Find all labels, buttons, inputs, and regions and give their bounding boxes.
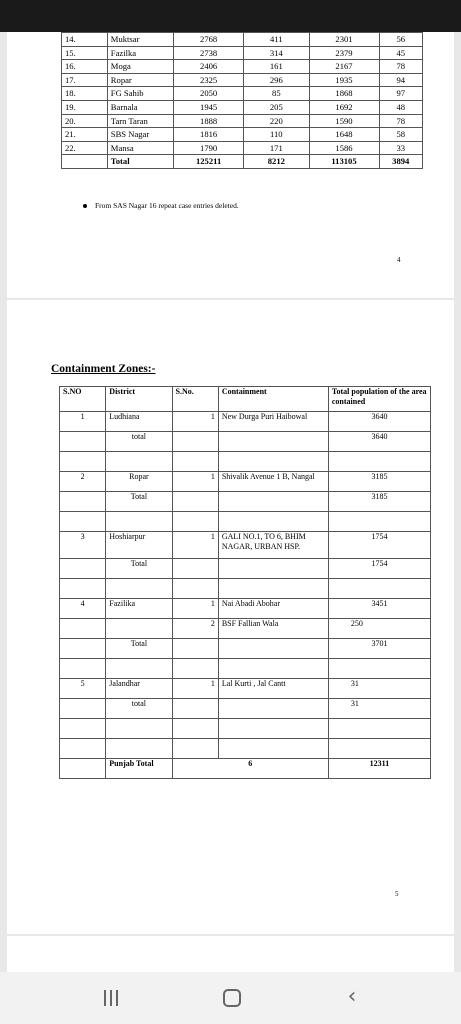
- table-cell: Total: [107, 155, 173, 169]
- table-row: [62, 60, 423, 74]
- table-cell: 3: [60, 532, 106, 559]
- table-cell: Ludhiana: [106, 412, 172, 432]
- table-cell: 2406: [174, 60, 244, 74]
- table-cell: 58: [379, 128, 422, 142]
- table-cell: Mansa: [107, 141, 173, 155]
- navigation-bar: [0, 972, 461, 1024]
- table-cell: 2738: [174, 46, 244, 60]
- table-cell: [172, 432, 218, 452]
- table-cell: 3185: [328, 492, 430, 512]
- table-cell: [172, 452, 218, 472]
- table-cell: 78: [379, 114, 422, 128]
- table-cell: 48: [379, 100, 422, 114]
- table-cell: 250: [328, 619, 430, 639]
- table-cell: 3640: [328, 432, 430, 452]
- table-cell: [218, 639, 328, 659]
- table-cell: 1648: [309, 128, 379, 142]
- table-cell: [172, 559, 218, 579]
- footnote: From SAS Nagar 16 repeat case entries deleted.: [83, 201, 239, 210]
- table-row: [60, 739, 431, 759]
- table-cell: 113105: [309, 155, 379, 169]
- table-cell: 3701: [328, 639, 430, 659]
- table-cell: [60, 719, 106, 739]
- table-cell: [106, 739, 172, 759]
- table-cell: Punjab Total: [106, 759, 172, 779]
- table-cell: 220: [244, 114, 309, 128]
- table-cell: [328, 659, 430, 679]
- table-cell: 296: [244, 73, 309, 87]
- table-cell: BSF Fallian Wala: [218, 619, 328, 639]
- table-cell: 2: [172, 619, 218, 639]
- table-cell: 1: [172, 412, 218, 432]
- table-cell: 17.: [62, 73, 108, 87]
- column-header: S.No.: [172, 387, 218, 412]
- table-cell: [172, 699, 218, 719]
- table-row: [60, 719, 431, 739]
- table-cell: 2167: [309, 60, 379, 74]
- table-cell: [60, 619, 106, 639]
- table-cell: [60, 759, 106, 779]
- table-cell: 19.: [62, 100, 108, 114]
- table-cell: 1945: [174, 100, 244, 114]
- table-cell: 31: [328, 699, 430, 719]
- table-row: [62, 128, 423, 142]
- table-cell: 1754: [328, 559, 430, 579]
- table-cell: SBS Nagar: [107, 128, 173, 142]
- table-cell: [60, 699, 106, 719]
- table-cell: Moga: [107, 60, 173, 74]
- table-row: [60, 492, 431, 512]
- table-cell: [172, 492, 218, 512]
- table-cell: 56: [379, 33, 422, 47]
- column-header: S.NO: [60, 387, 106, 412]
- table-row: [60, 659, 431, 679]
- table-cell: Ropar: [106, 472, 172, 492]
- table-cell: Shivalik Avenue 1 B, Nangal: [218, 472, 328, 492]
- back-icon[interactable]: ‹: [347, 984, 357, 1009]
- table-row: [60, 559, 431, 579]
- table-cell: Total: [106, 559, 172, 579]
- table-cell: 1: [172, 472, 218, 492]
- table-cell: [172, 579, 218, 599]
- table-row: [60, 532, 431, 559]
- table-cell: [106, 452, 172, 472]
- table-row: [62, 100, 423, 114]
- containment-zones-table: [59, 386, 431, 779]
- column-header: Total population of the area contained: [328, 387, 430, 412]
- table-cell: 110: [244, 128, 309, 142]
- table-cell: Lal Kurti , Jal Cantt: [218, 679, 328, 699]
- table-cell: [172, 512, 218, 532]
- table-cell: [218, 719, 328, 739]
- table-cell: 2050: [174, 87, 244, 101]
- table-cell: [60, 579, 106, 599]
- table-cell: 31: [328, 679, 430, 699]
- table-row: [62, 87, 423, 101]
- table-cell: Muktsar: [107, 33, 173, 47]
- table-cell: [218, 699, 328, 719]
- table-cell: 4: [60, 599, 106, 619]
- table-row: [60, 452, 431, 472]
- table-cell: GALI NO.1, TO 6, BHIM NAGAR, URBAN HSP.: [218, 532, 328, 559]
- table-cell: 1790: [174, 141, 244, 155]
- table-row: [62, 73, 423, 87]
- table-row: [62, 33, 423, 47]
- table-cell: 78: [379, 60, 422, 74]
- table-cell: FG Sahib: [107, 87, 173, 101]
- table-row: [60, 472, 431, 492]
- table-cell: [218, 659, 328, 679]
- table-cell: [328, 579, 430, 599]
- table-cell: 2: [60, 472, 106, 492]
- table-cell: 18.: [62, 87, 108, 101]
- table-cell: 2768: [174, 33, 244, 47]
- table-cell: 6: [172, 759, 328, 779]
- table-cell: 1: [60, 412, 106, 432]
- table-row: [60, 512, 431, 532]
- home-icon[interactable]: [218, 984, 246, 1012]
- table-cell: [172, 719, 218, 739]
- table-cell: [328, 739, 430, 759]
- table-cell: 45: [379, 46, 422, 60]
- table-row: [60, 679, 431, 699]
- table-cell: [172, 639, 218, 659]
- page-number: 5: [395, 890, 399, 898]
- table-cell: 20.: [62, 114, 108, 128]
- table-row: [60, 599, 431, 619]
- table-cell: Total: [106, 639, 172, 659]
- bullet-icon: [83, 204, 87, 208]
- table-cell: 1754: [328, 532, 430, 559]
- table-cell: [218, 512, 328, 532]
- table-cell: 1935: [309, 73, 379, 87]
- table-cell: [218, 432, 328, 452]
- total-row: [62, 155, 423, 169]
- table-cell: 1888: [174, 114, 244, 128]
- table-cell: Barnala: [107, 100, 173, 114]
- table-row: [60, 579, 431, 599]
- header-row: [60, 387, 431, 412]
- table-cell: [60, 452, 106, 472]
- table-cell: [60, 639, 106, 659]
- grand-total-row: [60, 759, 431, 779]
- table-cell: total: [106, 699, 172, 719]
- page-number: 4: [397, 256, 401, 264]
- table-row: [60, 699, 431, 719]
- table-cell: 85: [244, 87, 309, 101]
- table-cell: [106, 719, 172, 739]
- table-cell: 21.: [62, 128, 108, 142]
- table-row: [60, 619, 431, 639]
- table-cell: Total: [106, 492, 172, 512]
- table-cell: 1: [172, 599, 218, 619]
- table-cell: 8212: [244, 155, 309, 169]
- table-cell: 97: [379, 87, 422, 101]
- table-cell: [60, 492, 106, 512]
- table-cell: [218, 492, 328, 512]
- table-cell: Fazilika: [106, 599, 172, 619]
- table-cell: total: [106, 432, 172, 452]
- table-cell: 16.: [62, 60, 108, 74]
- table-cell: [60, 739, 106, 759]
- table-cell: [218, 739, 328, 759]
- table-cell: [328, 719, 430, 739]
- table-cell: 3451: [328, 599, 430, 619]
- table-cell: Fazilka: [107, 46, 173, 60]
- column-header: Containment: [218, 387, 328, 412]
- table-cell: 3894: [379, 155, 422, 169]
- table-cell: 1590: [309, 114, 379, 128]
- table-cell: [106, 512, 172, 532]
- table-cell: 2379: [309, 46, 379, 60]
- district-cases-table: [61, 32, 423, 169]
- table-cell: Tarn Taran: [107, 114, 173, 128]
- table-cell: 3640: [328, 412, 430, 432]
- document-page-5: [7, 300, 454, 934]
- table-cell: [60, 432, 106, 452]
- table-cell: 161: [244, 60, 309, 74]
- table-cell: Jalandhar: [106, 679, 172, 699]
- table-row: [60, 432, 431, 452]
- table-cell: 2301: [309, 33, 379, 47]
- table-row: [62, 114, 423, 128]
- table-cell: [106, 659, 172, 679]
- table-cell: [218, 452, 328, 472]
- table-row: [62, 141, 423, 155]
- table-cell: [60, 659, 106, 679]
- recent-apps-icon[interactable]: [96, 984, 126, 1012]
- table-cell: [218, 579, 328, 599]
- table-row: [60, 412, 431, 432]
- table-cell: [62, 155, 108, 169]
- document-page-6: [7, 936, 454, 972]
- table-cell: 1868: [309, 87, 379, 101]
- table-cell: 15.: [62, 46, 108, 60]
- table-cell: Hoshiarpur: [106, 532, 172, 559]
- table-cell: [218, 559, 328, 579]
- document-page-4: [7, 32, 454, 298]
- table-row: [62, 46, 423, 60]
- table-cell: 171: [244, 141, 309, 155]
- table-cell: 205: [244, 100, 309, 114]
- table-cell: 1: [172, 679, 218, 699]
- table-cell: 125211: [174, 155, 244, 169]
- table-cell: [60, 512, 106, 532]
- table-cell: [172, 739, 218, 759]
- table-cell: 14.: [62, 33, 108, 47]
- table-cell: Nai Abadi Abohar: [218, 599, 328, 619]
- table-cell: [328, 512, 430, 532]
- table-cell: 1: [172, 532, 218, 559]
- table-cell: New Durga Puri Haibowal: [218, 412, 328, 432]
- table-cell: 411: [244, 33, 309, 47]
- table-cell: 1816: [174, 128, 244, 142]
- table-cell: 2325: [174, 73, 244, 87]
- table-cell: [106, 619, 172, 639]
- column-header: District: [106, 387, 172, 412]
- table-cell: 22.: [62, 141, 108, 155]
- table-cell: 33: [379, 141, 422, 155]
- table-cell: [172, 659, 218, 679]
- containment-heading: Containment Zones:-: [51, 363, 156, 375]
- table-cell: 5: [60, 679, 106, 699]
- table-cell: 94: [379, 73, 422, 87]
- table-cell: 1692: [309, 100, 379, 114]
- table-cell: 314: [244, 46, 309, 60]
- table-cell: 3185: [328, 472, 430, 492]
- table-cell: [328, 452, 430, 472]
- table-cell: Ropar: [107, 73, 173, 87]
- table-row: [60, 639, 431, 659]
- table-cell: 12311: [328, 759, 430, 779]
- table-cell: [60, 559, 106, 579]
- table-cell: [106, 579, 172, 599]
- status-bar: [0, 0, 461, 32]
- table-cell: 1586: [309, 141, 379, 155]
